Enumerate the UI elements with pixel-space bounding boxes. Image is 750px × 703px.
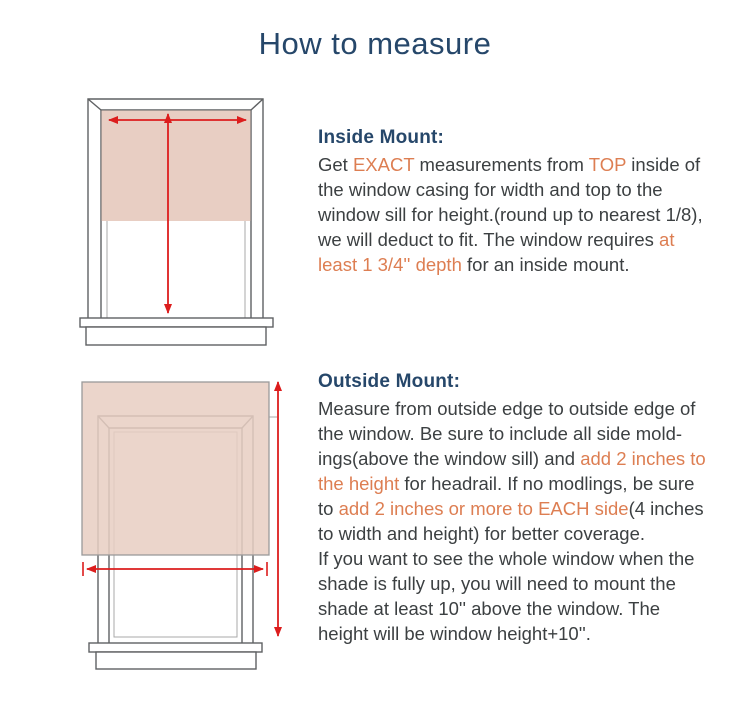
text-segment: (4 inches [628, 498, 704, 519]
body-text-line [318, 152, 703, 177]
accent-text-segment: add 2 inches to [580, 448, 706, 469]
accent-text-segment: least 1 3/4'' depth [318, 254, 462, 275]
body-text-line [318, 496, 706, 521]
text-segment: the window. Be sure to include all side mold- [318, 423, 683, 444]
outside-mount-window-diagram [70, 368, 290, 678]
shade-outside-mount [82, 382, 269, 555]
body-text-line [318, 252, 703, 277]
body-text-line [318, 177, 703, 202]
body-text-line [318, 421, 706, 446]
text-segment: If you want to see the whole window when the [318, 548, 695, 569]
shade-inside-mount [102, 111, 251, 222]
text-segment: height will be window height+10''. [318, 623, 591, 644]
text-segment: shade is fully up, you will need to mount the [318, 573, 676, 594]
body-text-line [318, 571, 706, 596]
window-sill [89, 643, 262, 669]
body-text-line [318, 521, 706, 546]
body-text-line [318, 446, 706, 471]
text-segment: the window casing for width and top to the [318, 179, 663, 200]
outside-mount-instructions [318, 396, 706, 646]
body-text-line [318, 471, 706, 496]
inside-mount-window-diagram [70, 90, 285, 355]
body-text-line [318, 227, 703, 252]
text-segment: ings(above the window sill) and [318, 448, 581, 469]
text-segment: to [318, 498, 339, 519]
body-text-line [318, 396, 706, 421]
outside-mount-heading: Outside Mount: [318, 371, 461, 392]
accent-text-segment: at [659, 229, 675, 250]
body-text-line [318, 546, 706, 571]
body-text-line [318, 202, 703, 227]
window-sill [80, 318, 273, 345]
text-segment: to width and height) for better coverage. [318, 523, 646, 544]
text-segment: inside of [626, 154, 701, 175]
accent-text-segment: add 2 inches or more to EACH side [338, 498, 629, 519]
accent-text-segment: TOP [588, 154, 627, 175]
body-text-line [318, 596, 706, 621]
body-text-line [318, 621, 706, 646]
text-segment: for headrail. If no modlings, be sure [399, 473, 695, 494]
text-segment: we will deduct to fit. The window requires [318, 229, 660, 250]
page-title: How to measure [258, 26, 492, 61]
accent-text-segment: EXACT [352, 154, 415, 175]
text-segment: Measure from outside edge to outside edge of [318, 398, 696, 419]
text-segment: measurements from [414, 154, 589, 175]
text-segment: shade at least 10'' above the window. The [318, 598, 661, 619]
text-segment: window sill for height.(round up to nearest 1/8), [318, 204, 703, 225]
inside-mount-heading: Inside Mount: [318, 127, 445, 148]
text-segment: for an inside mount. [461, 254, 630, 275]
accent-text-segment: the height [318, 473, 400, 494]
inside-mount-instructions [318, 152, 703, 277]
text-segment: Get [318, 154, 353, 175]
